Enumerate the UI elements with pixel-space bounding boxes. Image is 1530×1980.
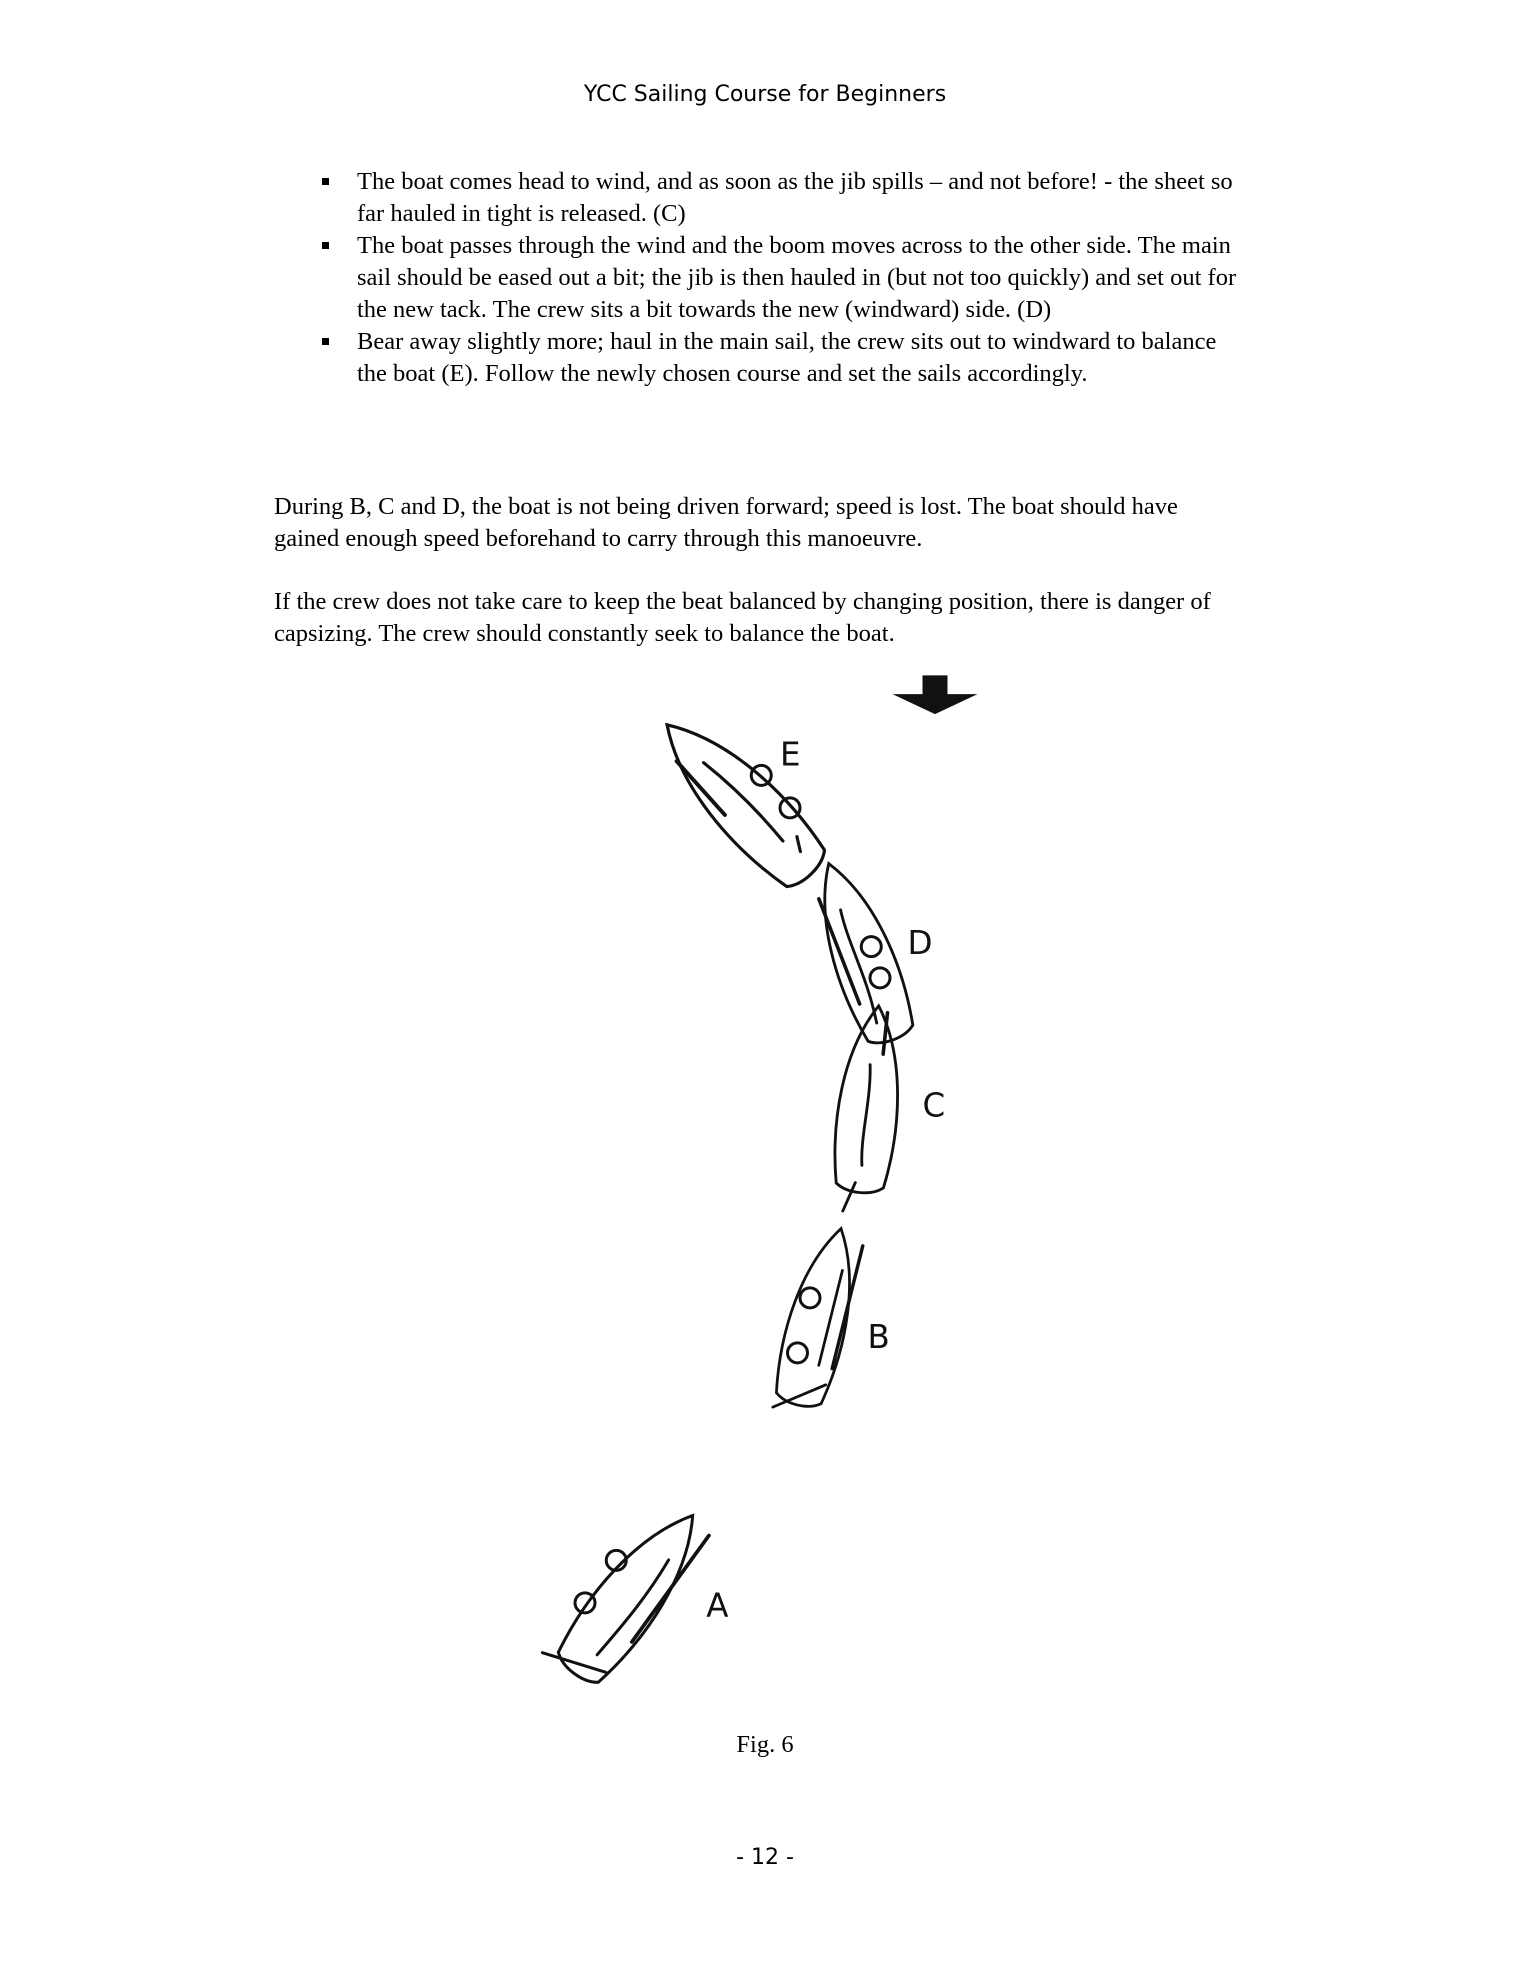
label-a: A	[706, 1586, 729, 1625]
crew-icon	[575, 1593, 595, 1613]
label-b: B	[867, 1317, 890, 1356]
bullet-icon	[322, 178, 329, 185]
crew-icon	[788, 1343, 808, 1363]
list-item	[322, 326, 1242, 390]
tacking-figure	[525, 669, 1075, 1688]
label-e: E	[780, 735, 801, 774]
crew-icon	[780, 798, 800, 818]
bullet-list	[322, 166, 1242, 390]
paragraph-balance: If the crew does not take care to keep the beat balanced by changing position, there is danger of capsizing. The crew should constantly seek to balance the boat.	[274, 588, 1211, 647]
boat-d	[801, 853, 921, 1050]
label-d: D	[907, 924, 933, 963]
list-item-text: The boat passes through the wind and the boom moves across to the other side. The main sail should be eased out a bit; the jib is then hauled in (but not too quickly) and set out for the new tack. The crew sits a bit towards the new (windward) side. (D)	[357, 232, 1237, 323]
paragraph-speed: During B, C and D, the boat is not being driven forward; speed is lost. The boat should have gained enough speed beforehand to carry through this manoeuvre.	[274, 493, 1178, 552]
list-item-text: Bear away slightly more; haul in the main sail, the crew sits out to windward to balance the boat (E). Follow the newly chosen course and set the sails accordingly.	[357, 328, 1217, 387]
list-item-text: The boat comes head to wind, and as soon as the jib spills – and not before! - the sheet so far hauled in tight is released. (C)	[357, 168, 1233, 227]
list-item	[322, 166, 1242, 230]
wind-arrow-icon	[893, 675, 978, 714]
crew-icon	[800, 1288, 820, 1308]
crew-icon	[870, 968, 890, 988]
page-header: YCC Sailing Course for Beginners	[583, 82, 947, 107]
boat-b	[767, 1222, 869, 1420]
boat-e	[643, 702, 834, 897]
crew-icon	[861, 937, 881, 957]
label-c: C	[922, 1086, 946, 1125]
bullet-icon	[322, 242, 329, 249]
boat-c	[827, 1003, 908, 1216]
figure-caption: Fig. 6	[736, 1731, 794, 1758]
boat-a	[542, 1493, 717, 1688]
list-item	[322, 230, 1242, 326]
page-number: - 12 -	[736, 1845, 794, 1870]
bullet-icon	[322, 338, 329, 345]
